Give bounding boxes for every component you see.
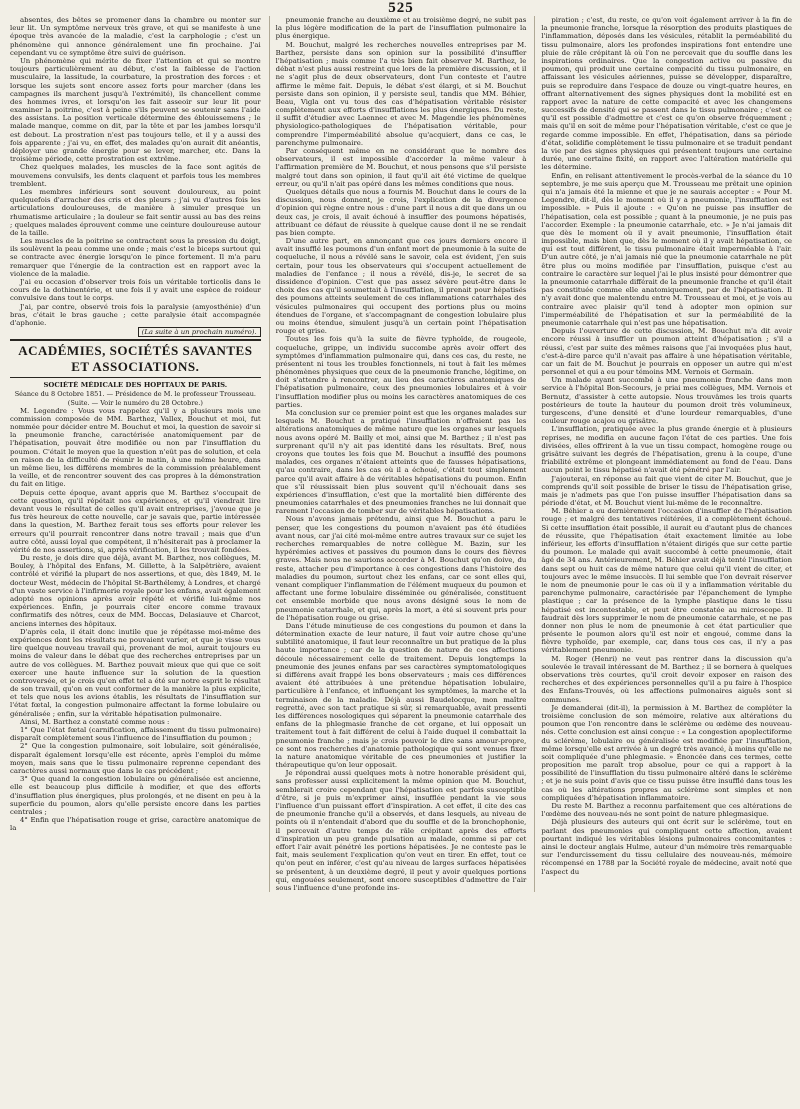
article-continuation [10, 16, 261, 327]
paragraph: J'ai, par contre, observé trois fois la paralysie (amyosthénie) d'un bras, c'était le bras gauche ; cette paralysie était accompagnée d'aphonie. [10, 302, 261, 327]
paragraph: piration ; c'est, du reste, ce qu'on voit également arriver à la fin de la pneumonie franche, lorsque la résorption des produits plastiques de l'inflammation, déposés dans les vésicules, rétablit la perméabilité du tissu pulmonaire, alors les profondes inspirations font entendre une pluie de râle crépitant là où l'on ne percevait que du souffle dans les inspirations ordinaires. Que la congestion active ou passive du poumon, qui produit une certaine compacité du tissu pulmonaire, en affaissant les vésicules aériennes, puisse se développer, disparaître, puis se reproduire dans l'espace de douze ou vingt-quatre heures, en offrant alternativement des signes physiques dont la mobilité est en rapport avec la nature de cette compacité et avec les changemens successifs de densité qui se passent dans le tissu pulmonaire ; c'est ce qu'il est possible d'admettre et c'est ce qu'on observe fréquemment ; mais qu'il en soit de même pour l'hépatisation véritable, c'est ce que je regarde comme impossible. En effet, l'hépatisation, dans sa période d'état, solidifie complètement le tissu pulmonaire et se traduit pendant la vie par des signes physiques qui présentent toujours une certaine durée, une certaine fixité, en rapport avec l'altération matérielle qui les détermine. [541, 16, 793, 172]
paragraph: Déjà plusieurs des auteurs qui ont écrit sur le sclérème, tout en parlant des pneumonies qui compliquent cette affection, avaient pourtant indiqué les véritables lésions pulmonaires concomitantes : ainsi le docteur anglais Hulme, auteur d'un mémoire très remarquable sur l'endurcissement du tissu cellulaire des nouveau-nés, mémoire récompensé en 1788 par la Société royale de médecine, avait noté que l'aspect du [541, 818, 793, 876]
paragraph: 3° Que quand la congestion lobulaire ou généralisée est ancienne, elle est beaucoup plus difficile à modifier, et que des efforts d'insufflation plus énergiques, plus prolongés, et ne disent en peu à la superficie du poumon, alors qu'elle persiste encore dans les parties centrales ; [10, 775, 261, 816]
paragraph: absentes, des bêtes se promener dans la chambre ou monter sur leur lit. Un symptôme nerveux très grave, et qui se manifeste à une époque très avancée de la maladie, c'est la carphologie ; c'est un phénomène qui annonce généralement une fin prochaine. J'ai cependant vu ce symptôme être suivi de guérison. [10, 16, 261, 57]
society-report [10, 407, 261, 833]
column-left [10, 16, 261, 892]
paragraph: D'une autre part, en annonçant que ces jours derniers encore il avait insufflé les poumons d'un enfant mort de pneumonie à la suite de coqueluche, il nous a révélé sans le savoir, cela est évident, j'en suis certain, pour tous les observateurs qui s'occupent actuellement de maladies de l'enfance ; il nous a révélé, dis-je, le secret de sa dissidence d'opinion. C'est que pas assez sévère peut-être dans le choix des cas qu'il soumettait à l'insufflation, il prenait pour hépatisés des poumons atteints seulement de ces inflammations catarrhales des vésicules pulmonaires qui occupent des portions plus ou moins étendues de l'organe, et s'accompagnant de congestion lobulaire plus ou moins étendue, simulent jusqu'à un certain point l'hépatisation rouge et grise. [275, 237, 527, 336]
paragraph: J'ajouterai, en réponse au fait que vient de citer M. Bouchut, que je comprends qu'il soit possible de briser le tissu de l'hépatisation grise, mais je n'admets pas que l'on puisse insuffler l'hépatisation dans sa période d'état, et M. Bouchut vient lui-même de le reconnaître. [541, 474, 793, 508]
paragraph: M. Béhier a eu dernièrement l'occasion d'insuffler de l'hépatisation rouge ; et malgré des tentatives réitérées, il a complètement échoué. Si cette insufflation était possible, il aurait eu d'autant plus de chances de réussite, que l'hépatisation était exactement limitée au lobe inférieur, les efforts d'insufflation n'étaient dirigés que sur cette partie du poumon. Le malade qui avait succombé à cette pneumonie, était âgé de 34 ans. Antérieurement, M. Béhier avait déjà tenté l'insufflation dans sept ou huit cas de même nature que celui qu'il vient de citer, et toujours avec le même insuccès. Il lui semble que l'on devrait réserver le nom de pneumonie pour le cas où il y a inflammation véritable du parenchyme pulmonaire, caractérisée par l'épanchement de lymphe plastique ; car la présence de la lymphe plastique dans le tissu hépatisé est incontestable, et peut être constatée au microscope. Il faudrait dès lors supprimer le nom de pneumonie catarrhale, et ne pas donner non plus le nom de pneumonie à cet état particulier que présente le poumon alors qu'il est noir et engoué, comme dans la fièvre typhoïde, par exemple, car, dans tous ces cas, il n'y a pas véritablement pneumonie. [541, 507, 793, 655]
paragraph: Nous n'avons jamais prétendu, ainsi que M. Bouchut a paru le penser, que les congestions du poumon n'avaient pas été étudiées avant nous, car j'ai cité moi-même entre autres travaux sur ce sujet les recherches remarquables de notre collègue M. Bazin, sur les hypérémies actives et passives du poumon dans le cours des fièvres graves. Mais nous ne saurions accorder à M. Bouchut qu'on doive, du reste, attacher peu d'importance à ces congestions dans l'histoire des maladies du poumon, surtout chez les enfans, car ce sont elles qui, venant compliquer l'inflammation de l'élément muqueux du poumon et affectant une forme lobulaire disséminée ou généralisée, constituent cet ensemble morbide que nous avons désigné sous le nom de pneumonie catarrhale, et qui, après la mort, a été si souvent pris pour de l'hépatisation rouge ou grise. [275, 515, 527, 622]
continuation-line: (Suite. — Voir le numéro du 28 Octobre.) [67, 398, 203, 407]
paragraph: Toutes les fois qu'à la suite de fièvre typhoïde, de rougeole, coqueluche, grippe, un individu succombe après avoir offert des symptômes d'inflammation pulmonaire qui, dans ces cas, du reste, ne présentent ni tous les troubles fonctionnels, ni tout à fait les mêmes phénomènes physiques que ceux de la pneumonie franche, légitime, on doit s'attendre à rencontrer, au lieu des caractères anatomiques de l'hépatisation pulmonaire, ceux des pneumonies lobulaires et à voir l'insufflation modifier plus ou moins les caractères anatomiques de ces parties. [275, 335, 527, 409]
paragraph: Je demanderai (dit-il), la permission à M. Barthez de compléter la troisième conclusion de son mémoire, relative aux altérations du poumon que l'on rencontre dans le sclérème ou œdème des nouveau-nés. Cette conclusion est ainsi conçue : « La congestion apoplectiforme du sclérème, lobulaire ou généralisée est modifiée par l'insufflation, même lorsqu'elle est arrivée à un degré très avancé, à moins qu'elle ne soit compliquée d'une phlegmasie. » Énoncée dans ces termes, cette proposition me paraît trop absolue, pour ce qui a rapport à la possibilité de l'insufflation du tissu pulmonaire altéré dans le sclérème ; et je ne suis point d'avis que ce tissu puisse être insufflé dans tous les cas où les altérations propres au sclérème sont simples et non compliquées d'hépatisation inflammatoire. [541, 703, 793, 802]
society-title: SOCIÉTÉ MÉDICALE DES HOPITAUX DE PARIS. [43, 381, 228, 390]
paragraph: Je répondrai aussi quelques mots à notre honorable président qui, sans professer aussi explicitement la même opinion que M. Bouchut, semblerait croire cependant que l'hépatisation est parfois susceptible d'être, si je puis m'exprimer ainsi, insufflée pendant la vie sous l'influence d'un puissant effort d'inspiration. A cet effet, il cite des cas de pneumonie franche qu'il a observés, et dans lesquels, au niveau de points où il n'entendait d'abord que du souffle et de la bronchophonie, il percevait d'autre temps de râle crépitant après des efforts d'inspiration un peu grande pulsation au malade, comme si par cet effort l'air avait pénétré les portions hépatisées. Je ne conteste pas le fait, mais seulement l'explication qu'on veut en tirer. En effet, tout ce qu'on peut en inférer, c'est qu'au niveau de larges surfaces hépatisées se présentent, à un deuxième degré, il peut y avoir quelques portions qui, engouées seulement, sont encore susceptibles d'admettre de l'air sous l'influence d'une profonde ins- [275, 769, 527, 892]
session-line: Séance du 8 Octobre 1851. — Présidence de M. le professeur Trousseau. [14, 390, 256, 399]
paragraph: Par conséquent même en ne considérant que le nombre des observateurs, il est impossible d'accorder la même valeur à l'affirmation première de M. Bouchut, et nous pensons que s'il persiste malgré tout dans son opinion, il faut qu'il ait été victime de quelque erreur, ou qu'il n'ait pas opéré dans les mêmes conditions que nous. [275, 147, 527, 188]
paragraph: Quelques détails que nous a fournis M. Bouchut dans le cours de la discussion, nous donnent, je crois, l'explication de la divergence d'opinion qui règne entre nous : d'une part il nous a dit que dans un ou deux cas, je crois, il avait échoué à insuffler des poumons hépatisés, attribuant ce défaut de réussite à quelque cause dont il ne se rendait pas bien compte. [275, 187, 527, 237]
section-rule-bottom [10, 377, 261, 378]
page-number: 525 [388, 0, 414, 16]
continued-note: (La suite à un prochain numéro). [10, 328, 261, 336]
paragraph: D'après cela, il était donc inutile que je répétasse moi-même des expériences dont les résultats ne pouvaient varier, et que je visse vous lire quelque nouveau travail qui, provenant de moi, aurait toujours eu moins de valeur dans le débat que des recherches entreprises par un autre de vos collègues. M. Barthez pouvait mieux que qui que ce soit exercer une haute influence sur la solution de la question controversée, et je crois qu'en effet tel a été sur notre esprit le résultat de son travail, qu'on en veut conformer de la manière la plus explicite, et tels que nous les avions établis, les résultats de l'insufflation sur l'état fœtal, la congestion pulmonaire affectant la forme lobulaire ou généralisée ; enfin, sur la véritable hépatisation pulmonaire. [10, 627, 261, 718]
paragraph: Depuis cette époque, avant appris que M. Barthez s'occupait de cette question, qu'il répétait nos expériences, et qu'il viendrait lire devant vous le résultat de celles qu'il avait entreprises, j'avoue que je fus très heureux de cette nouvelle, car je savais que, partie intéressée dans la question, M. Barthez ferait tous ses efforts pour relever les erreurs qu'il pourrait rencontrer dans notre travail ; mais que d'un autre côté, aussi loyal que compétent, il n'hésiterait pas à proclamer la vérité de nos assertions, si, après vérification, il les trouvait fondées. [10, 488, 261, 554]
paragraph: L'insufflation, pratiquée avec la plus grande énergie et à plusieurs reprises, ne modifia en aucune façon l'état de ces parties. Une fois divisées, elles offrirent à la vue un tissu compact, homogène rouge ou grisâtre suivant les degrés de l'hépatisation, grenu à la coupe, d'une friabilité extrême et plongeant immédiatement au fond de l'eau. Dans aucun point le tissu hépatisé n'avait été pénétré par l'air. [541, 425, 793, 475]
paragraph: Ainsi, M. Barthez a constaté comme nous : [20, 717, 170, 726]
paragraph: 2° Que la congestion pulmonaire, soit lobulaire, soit généralisée, disparaît également lorsqu'elle est récente, après l'emploi du même moyen, mais sans que le tissu pulmonaire reprenne cependant des caractères aussi normaux que dans le cas précédent ; [10, 742, 261, 775]
paragraph: Du reste, je dois dire que déjà, avant M. Barthez, nos collègues, M. Bouley, à l'hôpital des Enfans, M. Gillette, à la Salpêtrière, avaient contrôlé et vérifié la plupart de nos assertions, et que, dès 1849, M. le docteur West, médecin de l'hôpital St-Barthélemy, à Londres, et chargé d'un vaste service à l'infirmerie royale pour les enfans, avait également adopté nos opinions après avoir répété et vérifié lui-même nos expériences. Enfin, je pourrais citer encore comme travaux confirmatifs des nôtres, ceux de MM. Boccas, Delasiauve et Charcot, anciens internes des hôpitaux. [10, 554, 261, 628]
column-middle [269, 16, 527, 892]
paragraph: Enfin, en relisant attentivement le procès-verbal de la séance du 10 septembre, je me suis aperçu que M. Trousseau me prêtait une opinion qui n'a jamais été la mienne et que je ne saurais accepter : « Pour M. Legendre, dit-il, dès le moment où il y a pneumonie, l'insufflation est impossible. » Puis il ajoute : « Qu'on ne puisse pas insuffler de l'hépatisation, cela est possible ; quant à la pneumonie, je ne puis pas l'accorder. Exemple : la pneumonie catarrhale, etc. » Je n'ai jamais dit que dès le moment où il y avait pneumonie, l'insufflation était impossible, mais bien que, dès le moment où il y avait hépatisation, ce qui est tout différent, le tissu pulmonaire était imperméable à l'air. D'un autre côté, je n'ai jamais nié que la pneumonie catarrhale ne pût être plus ou moins modifiée par l'insufflation, puisque c'est au contraire le caractère sur lequel j'ai le plus insisté pour démontrer que la pneumonie catarrhale différait de la pneumonie franche et qu'il était pas constituée comme elle anatomiquement, par de l'hépatisation. Il n'y avait donc que malentendu entre M. Trousseau et moi, et je vois au contraire avec plaisir qu'il tend à adopter mon opinion sur l'imperméabilité de l'hépatisation et sur la perméabilité de la pneumonie catarrhale qui n'est pas une hépatisation. [541, 171, 793, 327]
column-right [534, 16, 792, 892]
paragraph: Depuis l'ouverture de cette discussion, M. Bouchut m'a dit avoir encore réussi à insuffler un poumon atteint d'hépatisation ; s'il a réussi, c'est par suite des mêmes raisons que j'ai invoquées plus haut, c'est-à-dire parce qu'il n'avait pas affaire à une hépatisation véritable, car un fait de M. Bouchut je pourrais en opposer un autre qui m'est personnel et qui a eu pour témoins MM. Vernois et Germain. [541, 327, 793, 377]
paragraph: Du reste M. Barthez a reconnu parfaitement que ces altérations de l'œdème des nouveau-nés ne sont point de nature phlegmasique. [541, 802, 793, 819]
paragraph: Un malade ayant succombé à une pneumonie franche dans mon service à l'hôpital Bon-Secours, je priai mes collègues, MM. Vernois et Bernutz, d'assister à cette autopsie. Nous trouvâmes les trois quarts postérieurs de toute la hauteur du poumon droit très volumineux, turgescens, d'une densité et d'une lourdeur remarquables, d'une couleur rouge acajou ou grisâtre. [541, 376, 793, 426]
section-title: ACADÉMIES, SOCIÉTÉS SAVANTES ET ASSOCIATIONS. [18, 343, 253, 375]
paragraph: M. Bouchut, malgré les recherches nouvelles entreprises par M. Barthez, persiste dans son opinion sur la possibilité d'insuffler l'hépatisation ; mais comme l'a très bien fait observer M. Barthez, le débat n'est plus aussi restreint que lors de la première discussion, et il ne s'agit plus de deux observateurs, dont l'un conteste et l'autre affirme le même fait. Depuis, le débat s'est élargi, et si M. Bouchut persiste dans son opinion, il y persiste seul, tandis que MM. Béhier, Beau, Vigla ont vu tous des cas d'hépatisation véritable résister complètement aux efforts d'insufflations les plus énergiques. Du reste, il suffit d'étudier avec Laennec et avec M. Magendie les phénomènes physiologico-pathologiques de l'hépatisation véritable, pour comprendre l'imperméabilité absolue qu'acquiert, dans ce cas, le parenchyme pulmonaire. [275, 40, 527, 147]
paragraph: 4° Enfin que l'hépatisation rouge et grise, caractère anatomique de la [10, 816, 261, 833]
paragraph: pneumonie franche au deuxième et au troisième degré, ne subit pas la plus légère modification de la part de l'insufflation pulmonaire la plus énergique. [275, 16, 527, 41]
paragraph: J'ai eu occasion d'observer trois fois un véritable torticolis dans le cours de la dothinentérie, et une fois il y avait une espèce de roideur convulsive dans tout le corps. [10, 278, 261, 303]
paragraph: Ma conclusion sur ce premier point est que les organes malades sur lesquels M. Bouchut a pratiqué l'insufflation n'offraient pas les altérations anatomiques de même nature que les organes sur lesquels nous avons opéré M. Bailly et moi, ainsi que M. Barthez ; il n'est pas surprenant qu'il n'y ait pas identité dans les résultats. Bref, nous croyons que toutes les fois que M. Bouchut a insufflé des poumons malades, ces organes n'étaient atteints que de fausses hépatisations, qu'au contraire, dans les cas où il a échoué, c'était tout simplement parce qu'il avait affaire à de véritables hépatisations du poumon. Enfin que s'il réussissait bien plus souvent qu'il n'échouait dans ses expériences d'insufflation, c'est que la mortalité bien différente des pneumonies catarrhales et des pneumonies franches ne lui donnait que rarement l'occasion de tomber sur de véritables hépatisations. [275, 409, 527, 516]
paragraph: M. Legendre : Vous vous rappelez qu'il y a plusieurs mois une commission composée de MM. Barthez, Vallex, Bouchut et moi, fut nommée pour décider entre M. Bouchut et moi, la question de savoir si la pneumonie franche, caractérisée anatomiquement par de l'hépatisation, pouvait être modifiée ou non par l'insufflation du poumon. C'était le moyen que la question n'eût pas de solution, et cela en raison de la difficulté de réunir le matin, à une même heure, dans un même lieu, les différens membres de la commission préalablement la veille, et de rencontrer souvent des cas propres à la démonstration du fait en litige. [10, 406, 261, 489]
paragraph: Dans l'étude minutieuse de ces congestions du poumon et dans la détermination exacte de leur nature, il faut voir autre chose qu'une subtilité anatomique, il faut leur reconnaître un but pratique de la plus haute importance ; car de la question de nature de ces affections découle nécessairement celle de traitement. Depuis longtemps la pneumonie des jeunes enfans par ses caractères symptomatologiques si différens avait frappé les bons observateurs ; mais ces différences avaient été attribuées à une prétendue hépatisation lobulaire, particulière à l'enfance, et influençant les symptômes, la marche et la terminaison de la maladie. Déjà aussi Baudelocque, mon maître regretté, avec son tact pratique si sûr, si remarquable, avait pressenti les différences nosologiques qui séparent la pneumonie catarrhale des enfans de la phlegmasie franche de cet organe, et lui opposait un traitement tout à fait différent de celui à l'aide duquel il combattait la pneumonie franche ; mais je crois pouvoir le dire sans amour-propre, ce sont nos recherches d'anatomie pathologique qui sont venues fixer la nature anatomique véritable de ces pneumonies et justifier la thérapeutique qu'on leur opposait. [275, 621, 527, 770]
paragraph: Un phénomène qui mérite de fixer l'attention et qui se montre toujours particulièrement au début, c'est la faiblesse de l'action musculaire, la lassitude, la courbature, la prostration des forces : et lorsque les sujets sont encore assez forts pour marcher (dans les campagnes ils marchent jusqu'à l'extrémité), ils chancellent comme des hommes ivres, et lorsqu'on les fait asseoir sur leur lit pour examiner la poitrine, c'est à peine s'ils peuvent se soutenir sans l'aide des assistans. La position verticale détermine des éblouissemens ; le malade manque, comme on dit, par la tête et par les jambes lorsqu'il est debout. La prostration n'est pas toujours telle, et il y a aussi des fois apparente ; j'ai vu, en effet, des malades qu'on aurait dit anéantis, déployer une grande énergie pour se lever, marcher, etc. Dans la troisième période, cette prostration est extrême. [10, 56, 261, 164]
columns [10, 16, 792, 892]
paragraph: Les membres inférieurs sont souvent douloureux, au point quelquefois d'arracher des cris et des pleurs ; j'ai vu d'autres fois les articulations douloureuses, de manière à simuler presque un rhumatisme articulaire ; la douleur se fait sentir aussi au bas des reins ; quelques malades éprouvent comme une ceinture douloureuse autour de la taille. [10, 187, 261, 237]
paragraph: Les muscles de la poitrine se contractent sous la pression du doigt, ils soulèvent la peau comme une onde ; mais c'est le biceps surtout qui se contracte avec énergie lorsqu'on le pince fortement. Il m'a paru remarquer que l'énergie de la contraction est en rapport avec la violence de la maladie. [10, 237, 261, 278]
paragraph: 1° Que l'état fœtal (carnification, affaissement du tissu pulmonaire) disparaît complètement sous l'influence de l'insufflation du poumon ; [10, 726, 261, 743]
paragraph: Chez quelques malades, les muscles de la face sont agités de mouvemens convulsifs, les dents claquent et parfois tous les membres tremblent. [10, 163, 261, 188]
paragraph: M. Roger (Henri) ne veut pas rentrer dans la discussion qu'a soulevée le travail intéressant de M. Barthez ; il se bornera à quelques observations très courtes, qu'il croit devoir exposer en raison des recherches et des expériences personnelles qu'il a pu faire à l'hospice des Enfans-Trouvés, où les affections pulmonaires aiguës sont si communes. [541, 654, 793, 704]
section-rule-top [10, 339, 261, 341]
